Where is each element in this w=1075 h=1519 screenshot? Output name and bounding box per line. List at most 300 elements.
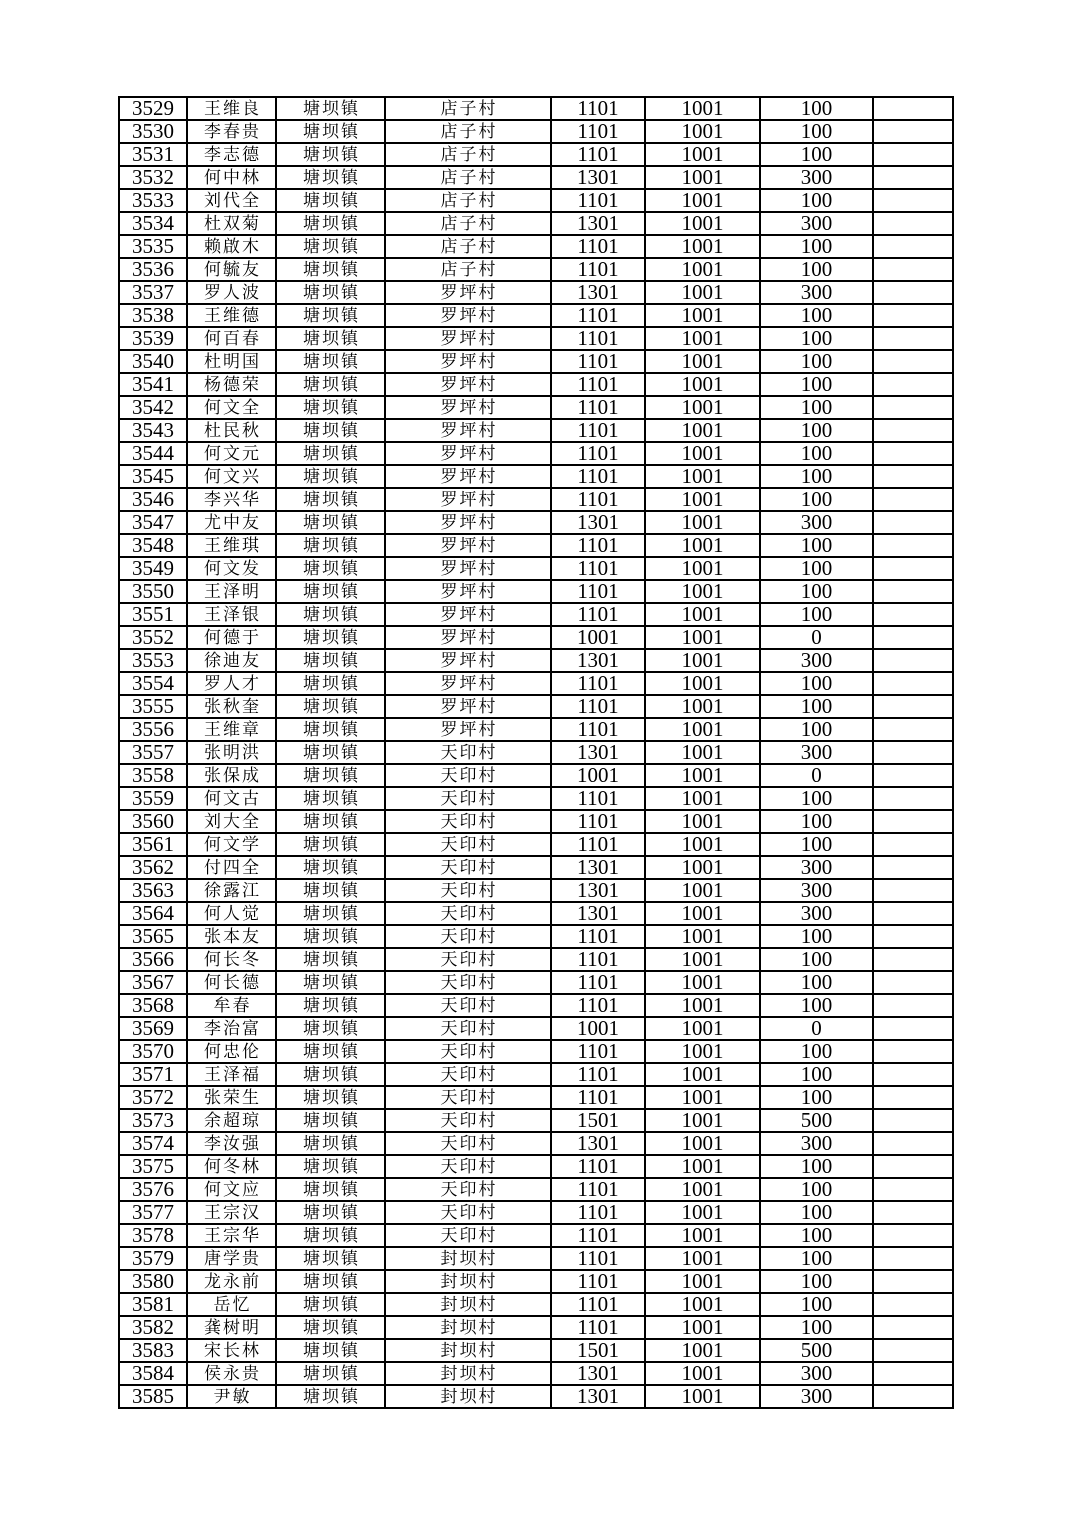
cell-empty xyxy=(874,742,952,763)
cell-value-2: 1001 xyxy=(646,903,759,924)
cell-value-1: 1101 xyxy=(552,581,644,602)
cell-person-name: 李治富 xyxy=(188,1018,275,1039)
cell-village: 店子村 xyxy=(386,144,550,165)
cell-village: 店子村 xyxy=(386,236,550,257)
cell-value-1: 1501 xyxy=(552,1340,644,1361)
cell-value-2: 1001 xyxy=(646,259,759,280)
cell-village: 天印村 xyxy=(386,834,550,855)
cell-value-3: 100 xyxy=(761,121,872,142)
cell-value-1: 1101 xyxy=(552,328,644,349)
cell-serial: 3575 xyxy=(120,1156,186,1177)
cell-empty xyxy=(874,374,952,395)
cell-town: 塘坝镇 xyxy=(277,443,384,464)
cell-person-name: 王泽福 xyxy=(188,1064,275,1085)
cell-value-3: 100 xyxy=(761,1225,872,1246)
cell-village: 罗坪村 xyxy=(386,282,550,303)
cell-town: 塘坝镇 xyxy=(277,1064,384,1085)
cell-value-1: 1101 xyxy=(552,1294,644,1315)
cell-value-1: 1301 xyxy=(552,1363,644,1384)
cell-value-3: 300 xyxy=(761,282,872,303)
cell-person-name: 尤中友 xyxy=(188,512,275,533)
cell-person-name: 赖啟木 xyxy=(188,236,275,257)
cell-value-1: 1101 xyxy=(552,1248,644,1269)
cell-empty xyxy=(874,1018,952,1039)
cell-value-1: 1101 xyxy=(552,190,644,211)
cell-person-name: 何德于 xyxy=(188,627,275,648)
cell-value-3: 100 xyxy=(761,489,872,510)
cell-value-2: 1001 xyxy=(646,1110,759,1131)
cell-village: 罗坪村 xyxy=(386,351,550,372)
cell-value-3: 100 xyxy=(761,420,872,441)
cell-value-2: 1001 xyxy=(646,696,759,717)
cell-value-2: 1001 xyxy=(646,190,759,211)
cell-serial: 3530 xyxy=(120,121,186,142)
cell-value-2: 1001 xyxy=(646,834,759,855)
cell-serial: 3542 xyxy=(120,397,186,418)
cell-value-1: 1101 xyxy=(552,719,644,740)
cell-value-2: 1001 xyxy=(646,213,759,234)
cell-person-name: 何人觉 xyxy=(188,903,275,924)
cell-person-name: 张本友 xyxy=(188,926,275,947)
cell-serial: 3565 xyxy=(120,926,186,947)
cell-person-name: 张荣生 xyxy=(188,1087,275,1108)
cell-value-1: 1001 xyxy=(552,1018,644,1039)
cell-village: 封坝村 xyxy=(386,1363,550,1384)
cell-empty xyxy=(874,627,952,648)
cell-value-1: 1101 xyxy=(552,995,644,1016)
cell-value-2: 1001 xyxy=(646,1064,759,1085)
cell-value-3: 300 xyxy=(761,880,872,901)
cell-person-name: 杜民秋 xyxy=(188,420,275,441)
cell-value-1: 1301 xyxy=(552,742,644,763)
cell-town: 塘坝镇 xyxy=(277,1340,384,1361)
cell-empty xyxy=(874,926,952,947)
cell-village: 罗坪村 xyxy=(386,581,550,602)
cell-empty xyxy=(874,1386,952,1407)
cell-village: 天印村 xyxy=(386,1110,550,1131)
cell-village: 天印村 xyxy=(386,972,550,993)
cell-value-2: 1001 xyxy=(646,351,759,372)
cell-village: 店子村 xyxy=(386,98,550,119)
cell-town: 塘坝镇 xyxy=(277,788,384,809)
cell-value-1: 1001 xyxy=(552,627,644,648)
cell-serial: 3564 xyxy=(120,903,186,924)
cell-empty xyxy=(874,282,952,303)
cell-town: 塘坝镇 xyxy=(277,1294,384,1315)
cell-value-2: 1001 xyxy=(646,98,759,119)
cell-person-name: 何文发 xyxy=(188,558,275,579)
cell-person-name: 李志德 xyxy=(188,144,275,165)
cell-person-name: 罗人波 xyxy=(188,282,275,303)
cell-person-name: 张明洪 xyxy=(188,742,275,763)
cell-value-2: 1001 xyxy=(646,949,759,970)
cell-serial: 3576 xyxy=(120,1179,186,1200)
cell-town: 塘坝镇 xyxy=(277,880,384,901)
cell-serial: 3548 xyxy=(120,535,186,556)
cell-serial: 3537 xyxy=(120,282,186,303)
cell-town: 塘坝镇 xyxy=(277,1225,384,1246)
cell-serial: 3569 xyxy=(120,1018,186,1039)
cell-town: 塘坝镇 xyxy=(277,1133,384,1154)
cell-village: 罗坪村 xyxy=(386,328,550,349)
cell-value-1: 1101 xyxy=(552,144,644,165)
cell-village: 罗坪村 xyxy=(386,489,550,510)
cell-empty xyxy=(874,857,952,878)
cell-value-2: 1001 xyxy=(646,1386,759,1407)
cell-village: 封坝村 xyxy=(386,1317,550,1338)
cell-town: 塘坝镇 xyxy=(277,558,384,579)
cell-value-1: 1101 xyxy=(552,259,644,280)
cell-value-3: 0 xyxy=(761,627,872,648)
cell-village: 天印村 xyxy=(386,788,550,809)
cell-value-2: 1001 xyxy=(646,374,759,395)
cell-town: 塘坝镇 xyxy=(277,397,384,418)
cell-serial: 3556 xyxy=(120,719,186,740)
cell-value-2: 1001 xyxy=(646,305,759,326)
cell-village: 天印村 xyxy=(386,1064,550,1085)
cell-serial: 3551 xyxy=(120,604,186,625)
cell-value-2: 1001 xyxy=(646,1225,759,1246)
cell-value-2: 1001 xyxy=(646,1133,759,1154)
cell-person-name: 何冬林 xyxy=(188,1156,275,1177)
cell-village: 店子村 xyxy=(386,167,550,188)
cell-value-3: 100 xyxy=(761,374,872,395)
cell-town: 塘坝镇 xyxy=(277,1087,384,1108)
cell-serial: 3559 xyxy=(120,788,186,809)
cell-value-3: 100 xyxy=(761,443,872,464)
cell-village: 罗坪村 xyxy=(386,512,550,533)
cell-town: 塘坝镇 xyxy=(277,98,384,119)
cell-person-name: 李汝强 xyxy=(188,1133,275,1154)
cell-village: 天印村 xyxy=(386,1041,550,1062)
cell-value-3: 100 xyxy=(761,1248,872,1269)
cell-town: 塘坝镇 xyxy=(277,420,384,441)
cell-serial: 3562 xyxy=(120,857,186,878)
cell-town: 塘坝镇 xyxy=(277,121,384,142)
cell-value-1: 1301 xyxy=(552,880,644,901)
cell-person-name: 何长德 xyxy=(188,972,275,993)
cell-village: 天印村 xyxy=(386,857,550,878)
cell-value-1: 1101 xyxy=(552,788,644,809)
cell-village: 罗坪村 xyxy=(386,696,550,717)
cell-value-2: 1001 xyxy=(646,1363,759,1384)
cell-serial: 3568 xyxy=(120,995,186,1016)
cell-town: 塘坝镇 xyxy=(277,1110,384,1131)
cell-serial: 3553 xyxy=(120,650,186,671)
cell-town: 塘坝镇 xyxy=(277,466,384,487)
cell-empty xyxy=(874,1087,952,1108)
cell-value-1: 1301 xyxy=(552,650,644,671)
cell-village: 封坝村 xyxy=(386,1340,550,1361)
cell-value-3: 100 xyxy=(761,972,872,993)
cell-person-name: 岳忆 xyxy=(188,1294,275,1315)
cell-village: 封坝村 xyxy=(386,1294,550,1315)
cell-person-name: 张保成 xyxy=(188,765,275,786)
cell-value-3: 100 xyxy=(761,144,872,165)
cell-serial: 3536 xyxy=(120,259,186,280)
cell-empty xyxy=(874,1041,952,1062)
cell-value-1: 1101 xyxy=(552,489,644,510)
cell-town: 塘坝镇 xyxy=(277,627,384,648)
cell-empty xyxy=(874,259,952,280)
cell-serial: 3555 xyxy=(120,696,186,717)
cell-empty xyxy=(874,443,952,464)
cell-empty xyxy=(874,903,952,924)
cell-value-1: 1101 xyxy=(552,466,644,487)
cell-village: 店子村 xyxy=(386,121,550,142)
cell-empty xyxy=(874,1340,952,1361)
cell-value-1: 1301 xyxy=(552,282,644,303)
cell-person-name: 宋长林 xyxy=(188,1340,275,1361)
cell-person-name: 龙永前 xyxy=(188,1271,275,1292)
cell-town: 塘坝镇 xyxy=(277,926,384,947)
cell-value-2: 1001 xyxy=(646,811,759,832)
records-table xyxy=(118,96,954,1409)
cell-village: 罗坪村 xyxy=(386,443,550,464)
cell-serial: 3538 xyxy=(120,305,186,326)
cell-value-3: 100 xyxy=(761,466,872,487)
cell-value-2: 1001 xyxy=(646,1271,759,1292)
cell-value-1: 1101 xyxy=(552,121,644,142)
cell-value-2: 1001 xyxy=(646,926,759,947)
cell-serial: 3561 xyxy=(120,834,186,855)
cell-value-1: 1501 xyxy=(552,1110,644,1131)
cell-village: 罗坪村 xyxy=(386,305,550,326)
cell-value-2: 1001 xyxy=(646,144,759,165)
cell-empty xyxy=(874,1110,952,1131)
cell-value-2: 1001 xyxy=(646,1340,759,1361)
cell-value-1: 1101 xyxy=(552,535,644,556)
cell-serial: 3544 xyxy=(120,443,186,464)
cell-person-name: 王维良 xyxy=(188,98,275,119)
cell-empty xyxy=(874,834,952,855)
cell-empty xyxy=(874,420,952,441)
cell-value-2: 1001 xyxy=(646,1156,759,1177)
cell-empty xyxy=(874,98,952,119)
cell-town: 塘坝镇 xyxy=(277,903,384,924)
cell-value-1: 1101 xyxy=(552,351,644,372)
cell-value-2: 1001 xyxy=(646,328,759,349)
cell-person-name: 何长冬 xyxy=(188,949,275,970)
cell-value-3: 100 xyxy=(761,558,872,579)
cell-person-name: 徐迪友 xyxy=(188,650,275,671)
cell-value-3: 100 xyxy=(761,1156,872,1177)
cell-empty xyxy=(874,788,952,809)
cell-person-name: 杜双菊 xyxy=(188,213,275,234)
cell-village: 天印村 xyxy=(386,949,550,970)
cell-serial: 3541 xyxy=(120,374,186,395)
cell-village: 天印村 xyxy=(386,1225,550,1246)
cell-serial: 3540 xyxy=(120,351,186,372)
cell-serial: 3578 xyxy=(120,1225,186,1246)
cell-empty xyxy=(874,581,952,602)
cell-village: 罗坪村 xyxy=(386,397,550,418)
cell-empty xyxy=(874,1179,952,1200)
cell-village: 天印村 xyxy=(386,1133,550,1154)
cell-serial: 3580 xyxy=(120,1271,186,1292)
cell-value-1: 1301 xyxy=(552,1386,644,1407)
cell-village: 罗坪村 xyxy=(386,466,550,487)
cell-value-1: 1101 xyxy=(552,1041,644,1062)
cell-serial: 3581 xyxy=(120,1294,186,1315)
cell-serial: 3535 xyxy=(120,236,186,257)
cell-value-2: 1001 xyxy=(646,765,759,786)
cell-value-2: 1001 xyxy=(646,972,759,993)
cell-town: 塘坝镇 xyxy=(277,190,384,211)
cell-empty xyxy=(874,236,952,257)
cell-value-2: 1001 xyxy=(646,1317,759,1338)
cell-town: 塘坝镇 xyxy=(277,604,384,625)
cell-value-1: 1301 xyxy=(552,213,644,234)
cell-town: 塘坝镇 xyxy=(277,673,384,694)
cell-village: 封坝村 xyxy=(386,1386,550,1407)
cell-serial: 3574 xyxy=(120,1133,186,1154)
cell-value-1: 1101 xyxy=(552,604,644,625)
cell-serial: 3533 xyxy=(120,190,186,211)
cell-town: 塘坝镇 xyxy=(277,972,384,993)
cell-village: 天印村 xyxy=(386,1156,550,1177)
cell-value-3: 100 xyxy=(761,834,872,855)
cell-village: 天印村 xyxy=(386,811,550,832)
cell-person-name: 唐学贵 xyxy=(188,1248,275,1269)
cell-empty xyxy=(874,351,952,372)
cell-serial: 3550 xyxy=(120,581,186,602)
cell-value-2: 1001 xyxy=(646,627,759,648)
cell-empty xyxy=(874,673,952,694)
cell-empty xyxy=(874,811,952,832)
cell-value-3: 100 xyxy=(761,98,872,119)
cell-town: 塘坝镇 xyxy=(277,1317,384,1338)
cell-value-3: 300 xyxy=(761,1133,872,1154)
cell-value-3: 100 xyxy=(761,305,872,326)
cell-serial: 3543 xyxy=(120,420,186,441)
cell-village: 罗坪村 xyxy=(386,650,550,671)
cell-serial: 3563 xyxy=(120,880,186,901)
cell-town: 塘坝镇 xyxy=(277,1018,384,1039)
cell-person-name: 王宗华 xyxy=(188,1225,275,1246)
cell-value-1: 1101 xyxy=(552,1064,644,1085)
cell-village: 天印村 xyxy=(386,903,550,924)
cell-empty xyxy=(874,995,952,1016)
cell-village: 天印村 xyxy=(386,765,550,786)
cell-value-3: 300 xyxy=(761,167,872,188)
cell-value-1: 1101 xyxy=(552,1202,644,1223)
cell-value-3: 100 xyxy=(761,673,872,694)
cell-village: 天印村 xyxy=(386,1087,550,1108)
cell-serial: 3573 xyxy=(120,1110,186,1131)
cell-value-3: 100 xyxy=(761,1294,872,1315)
cell-person-name: 徐露江 xyxy=(188,880,275,901)
cell-empty xyxy=(874,719,952,740)
cell-person-name: 王维琪 xyxy=(188,535,275,556)
cell-town: 塘坝镇 xyxy=(277,305,384,326)
cell-serial: 3583 xyxy=(120,1340,186,1361)
cell-person-name: 何文元 xyxy=(188,443,275,464)
cell-empty xyxy=(874,650,952,671)
cell-empty xyxy=(874,213,952,234)
cell-village: 罗坪村 xyxy=(386,374,550,395)
cell-value-3: 100 xyxy=(761,1087,872,1108)
cell-person-name: 何忠伦 xyxy=(188,1041,275,1062)
cell-serial: 3567 xyxy=(120,972,186,993)
cell-value-3: 300 xyxy=(761,213,872,234)
cell-serial: 3572 xyxy=(120,1087,186,1108)
cell-person-name: 何百春 xyxy=(188,328,275,349)
cell-value-2: 1001 xyxy=(646,1087,759,1108)
cell-value-3: 100 xyxy=(761,995,872,1016)
cell-person-name: 何文全 xyxy=(188,397,275,418)
cell-value-3: 100 xyxy=(761,719,872,740)
cell-town: 塘坝镇 xyxy=(277,144,384,165)
cell-value-1: 1301 xyxy=(552,1133,644,1154)
cell-empty xyxy=(874,1363,952,1384)
cell-empty xyxy=(874,121,952,142)
cell-value-3: 0 xyxy=(761,1018,872,1039)
cell-empty xyxy=(874,972,952,993)
cell-empty xyxy=(874,305,952,326)
cell-village: 天印村 xyxy=(386,1018,550,1039)
cell-village: 天印村 xyxy=(386,926,550,947)
cell-person-name: 侯永贵 xyxy=(188,1363,275,1384)
cell-person-name: 杜明国 xyxy=(188,351,275,372)
cell-empty xyxy=(874,167,952,188)
cell-town: 塘坝镇 xyxy=(277,1156,384,1177)
cell-serial: 3579 xyxy=(120,1248,186,1269)
cell-town: 塘坝镇 xyxy=(277,581,384,602)
cell-value-3: 0 xyxy=(761,765,872,786)
cell-person-name: 张秋奎 xyxy=(188,696,275,717)
cell-value-2: 1001 xyxy=(646,282,759,303)
cell-value-3: 500 xyxy=(761,1340,872,1361)
cell-person-name: 王维章 xyxy=(188,719,275,740)
cell-value-1: 1101 xyxy=(552,972,644,993)
cell-serial: 3545 xyxy=(120,466,186,487)
cell-empty xyxy=(874,535,952,556)
cell-value-3: 100 xyxy=(761,788,872,809)
cell-village: 罗坪村 xyxy=(386,673,550,694)
cell-value-1: 1101 xyxy=(552,558,644,579)
cell-value-2: 1001 xyxy=(646,857,759,878)
cell-value-1: 1101 xyxy=(552,1271,644,1292)
cell-person-name: 付四全 xyxy=(188,857,275,878)
cell-empty xyxy=(874,489,952,510)
cell-value-2: 1001 xyxy=(646,581,759,602)
cell-value-3: 100 xyxy=(761,1041,872,1062)
cell-value-2: 1001 xyxy=(646,512,759,533)
cell-serial: 3552 xyxy=(120,627,186,648)
cell-value-1: 1301 xyxy=(552,167,644,188)
cell-town: 塘坝镇 xyxy=(277,282,384,303)
cell-value-3: 100 xyxy=(761,190,872,211)
cell-person-name: 何中林 xyxy=(188,167,275,188)
cell-value-1: 1101 xyxy=(552,834,644,855)
cell-value-2: 1001 xyxy=(646,995,759,1016)
cell-value-3: 100 xyxy=(761,535,872,556)
cell-town: 塘坝镇 xyxy=(277,213,384,234)
cell-town: 塘坝镇 xyxy=(277,236,384,257)
cell-town: 塘坝镇 xyxy=(277,1363,384,1384)
cell-value-3: 300 xyxy=(761,512,872,533)
cell-serial: 3566 xyxy=(120,949,186,970)
cell-value-1: 1101 xyxy=(552,949,644,970)
cell-serial: 3549 xyxy=(120,558,186,579)
cell-value-1: 1101 xyxy=(552,1179,644,1200)
cell-person-name: 何文应 xyxy=(188,1179,275,1200)
cell-town: 塘坝镇 xyxy=(277,719,384,740)
cell-empty xyxy=(874,144,952,165)
cell-serial: 3558 xyxy=(120,765,186,786)
cell-person-name: 刘代全 xyxy=(188,190,275,211)
